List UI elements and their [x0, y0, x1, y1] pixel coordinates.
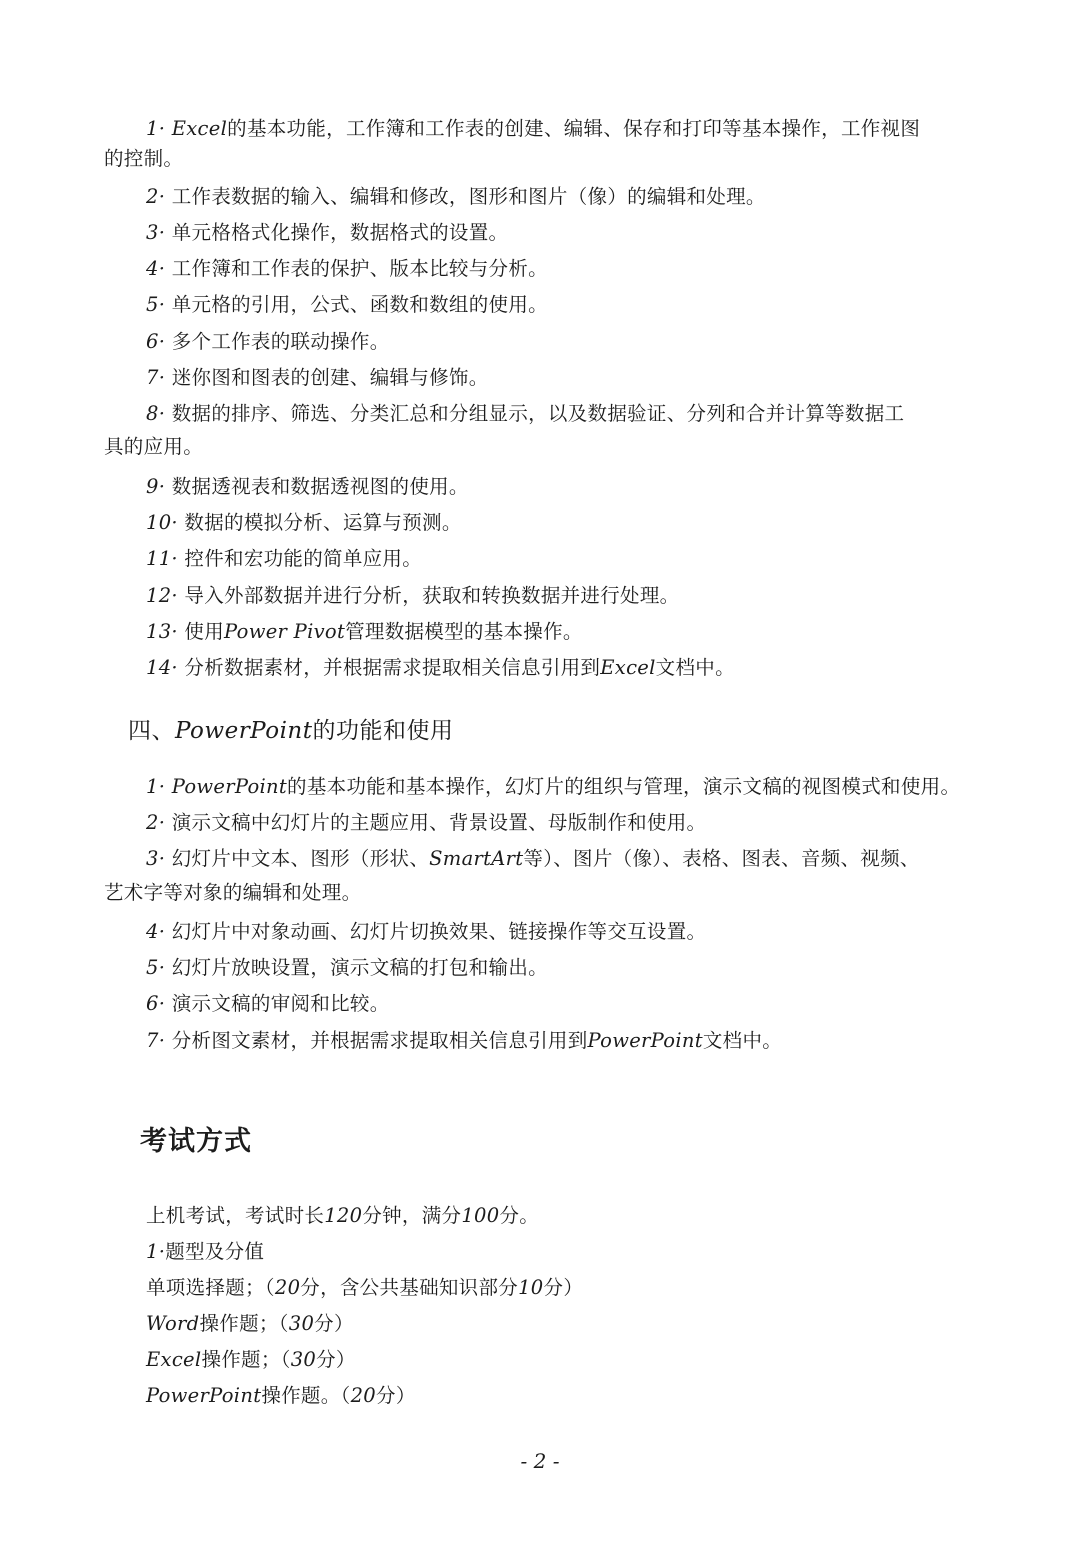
- excel-item-11: 11· 控件和宏功能的简单应用。: [146, 547, 423, 570]
- ppt-item-5: 5· 幻灯片放映设置，演示文稿的打包和输出。: [146, 956, 548, 979]
- item-number: 3·: [146, 221, 166, 244]
- item-number: 10·: [146, 511, 178, 534]
- item-number: 8·: [146, 402, 166, 425]
- term-powerpoint: PowerPoint: [171, 775, 288, 798]
- excel-item-10: 10· 数据的模拟分析、运算与预测。: [146, 511, 462, 534]
- ppt-item-6: 6· 演示文稿的审阅和比较。: [146, 992, 390, 1015]
- ppt-item-7: 7· 分析图文素材，并根据需求提取相关信息引用到PowerPoint文档中。: [146, 1029, 783, 1052]
- excel-item-1: 1· Excel的基本功能，工作簿和工作表的创建、编辑、保存和打印等基本操作，工作视图: [146, 117, 921, 140]
- item-number: 4·: [146, 257, 166, 280]
- ppt-item-2: 2· 演示文稿中幻灯片的主题应用、背景设置、母版制作和使用。: [146, 811, 707, 834]
- exam-duration: 120: [324, 1204, 363, 1227]
- term-excel: Excel: [171, 117, 228, 140]
- item-number: 13·: [146, 620, 178, 643]
- excel-item-3: 3· 单元格格式化操作，数据格式的设置。: [146, 221, 509, 244]
- excel-item-5: 5· 单元格的引用，公式、函数和数组的使用。: [146, 293, 548, 316]
- item-number: 7·: [146, 366, 166, 389]
- question-type-item: Excel操作题；（30分）: [146, 1348, 356, 1371]
- exam-intro: 上机考试，考试时长120分钟，满分100分。: [146, 1204, 540, 1227]
- item-number: 1·: [146, 1240, 166, 1263]
- question-type-item: PowerPoint操作题。（20分）: [146, 1384, 416, 1407]
- excel-item-13: 13· 使用Power Pivot管理数据模型的基本操作。: [146, 620, 583, 643]
- term-powerpoint: PowerPoint: [587, 1029, 703, 1052]
- question-score: 30: [290, 1348, 317, 1371]
- term-powerpoint: PowerPoint: [146, 1384, 262, 1407]
- item-number: 14·: [146, 656, 178, 679]
- excel-item-2: 2· 工作表数据的输入、编辑和修改，图形和图片（像）的编辑和处理。: [146, 185, 766, 208]
- ppt-item-1: 1· PowerPoint的基本功能和基本操作，幻灯片的组织与管理，演示文稿的视图模式和使用。: [146, 775, 961, 798]
- item-number: 3·: [146, 847, 166, 870]
- excel-item-8-continuation: 具的应用。: [104, 435, 204, 458]
- excel-item-8: 8· 数据的排序、筛选、分类汇总和分组显示，以及数据验证、分列和合并计算等数据工: [146, 402, 905, 425]
- item-number: 2·: [146, 811, 166, 834]
- question-score: 20: [350, 1384, 377, 1407]
- item-number: 6·: [146, 992, 166, 1015]
- question-type-item: 单项选择题；（20分，含公共基础知识部分10分）: [146, 1276, 584, 1299]
- item-number: 12·: [146, 584, 178, 607]
- term-powerpoint: PowerPoint: [175, 718, 313, 744]
- question-types-heading: 1·题型及分值: [146, 1240, 265, 1263]
- excel-item-7: 7· 迷你图和图表的创建、编辑与修饰。: [146, 366, 489, 389]
- exam-method-title: 考试方式: [140, 1126, 252, 1157]
- question-score: 20: [274, 1276, 301, 1299]
- excel-item-14: 14· 分析数据素材，并根据需求提取相关信息引用到Excel文档中。: [146, 656, 735, 679]
- excel-item-6: 6· 多个工作表的联动操作。: [146, 330, 390, 353]
- term-word: Word: [146, 1312, 200, 1335]
- excel-item-12: 12· 导入外部数据并进行分析，获取和转换数据并进行处理。: [146, 584, 680, 607]
- question-score: 10: [518, 1276, 544, 1299]
- item-number: 5·: [146, 293, 166, 316]
- ppt-item-4: 4· 幻灯片中对象动画、幻灯片切换效果、链接操作等交互设置。: [146, 920, 707, 943]
- excel-item-9: 9· 数据透视表和数据透视图的使用。: [146, 475, 469, 498]
- section-heading-powerpoint: 四、PowerPoint的功能和使用: [128, 718, 454, 744]
- term-power-pivot: Power Pivot: [224, 620, 346, 643]
- excel-item-1-continuation: 的控制。: [104, 147, 184, 170]
- item-number: 5·: [146, 956, 166, 979]
- item-number: 1·: [146, 775, 166, 798]
- item-number: 7·: [146, 1029, 166, 1052]
- ppt-item-3: 3· 幻灯片中文本、图形（形状、SmartArt等）、图片（像）、表格、图表、音频、视频、: [146, 847, 920, 870]
- question-score: 30: [288, 1312, 315, 1335]
- ppt-item-3-continuation: 艺术字等对象的编辑和处理。: [104, 881, 362, 904]
- page-number: - 2 -: [520, 1449, 560, 1473]
- item-number: 6·: [146, 330, 166, 353]
- question-type-item: Word操作题；（30分）: [146, 1312, 354, 1335]
- item-number: 9·: [146, 475, 166, 498]
- item-number: 2·: [146, 185, 166, 208]
- term-excel: Excel: [146, 1348, 202, 1371]
- excel-item-4: 4· 工作簿和工作表的保护、版本比较与分析。: [146, 257, 548, 280]
- term-excel: Excel: [600, 656, 656, 679]
- item-number: 1·: [146, 117, 166, 140]
- item-number: 4·: [146, 920, 166, 943]
- item-number: 11·: [146, 547, 178, 570]
- term-smartart: SmartArt: [429, 847, 524, 870]
- exam-full-score: 100: [461, 1204, 500, 1227]
